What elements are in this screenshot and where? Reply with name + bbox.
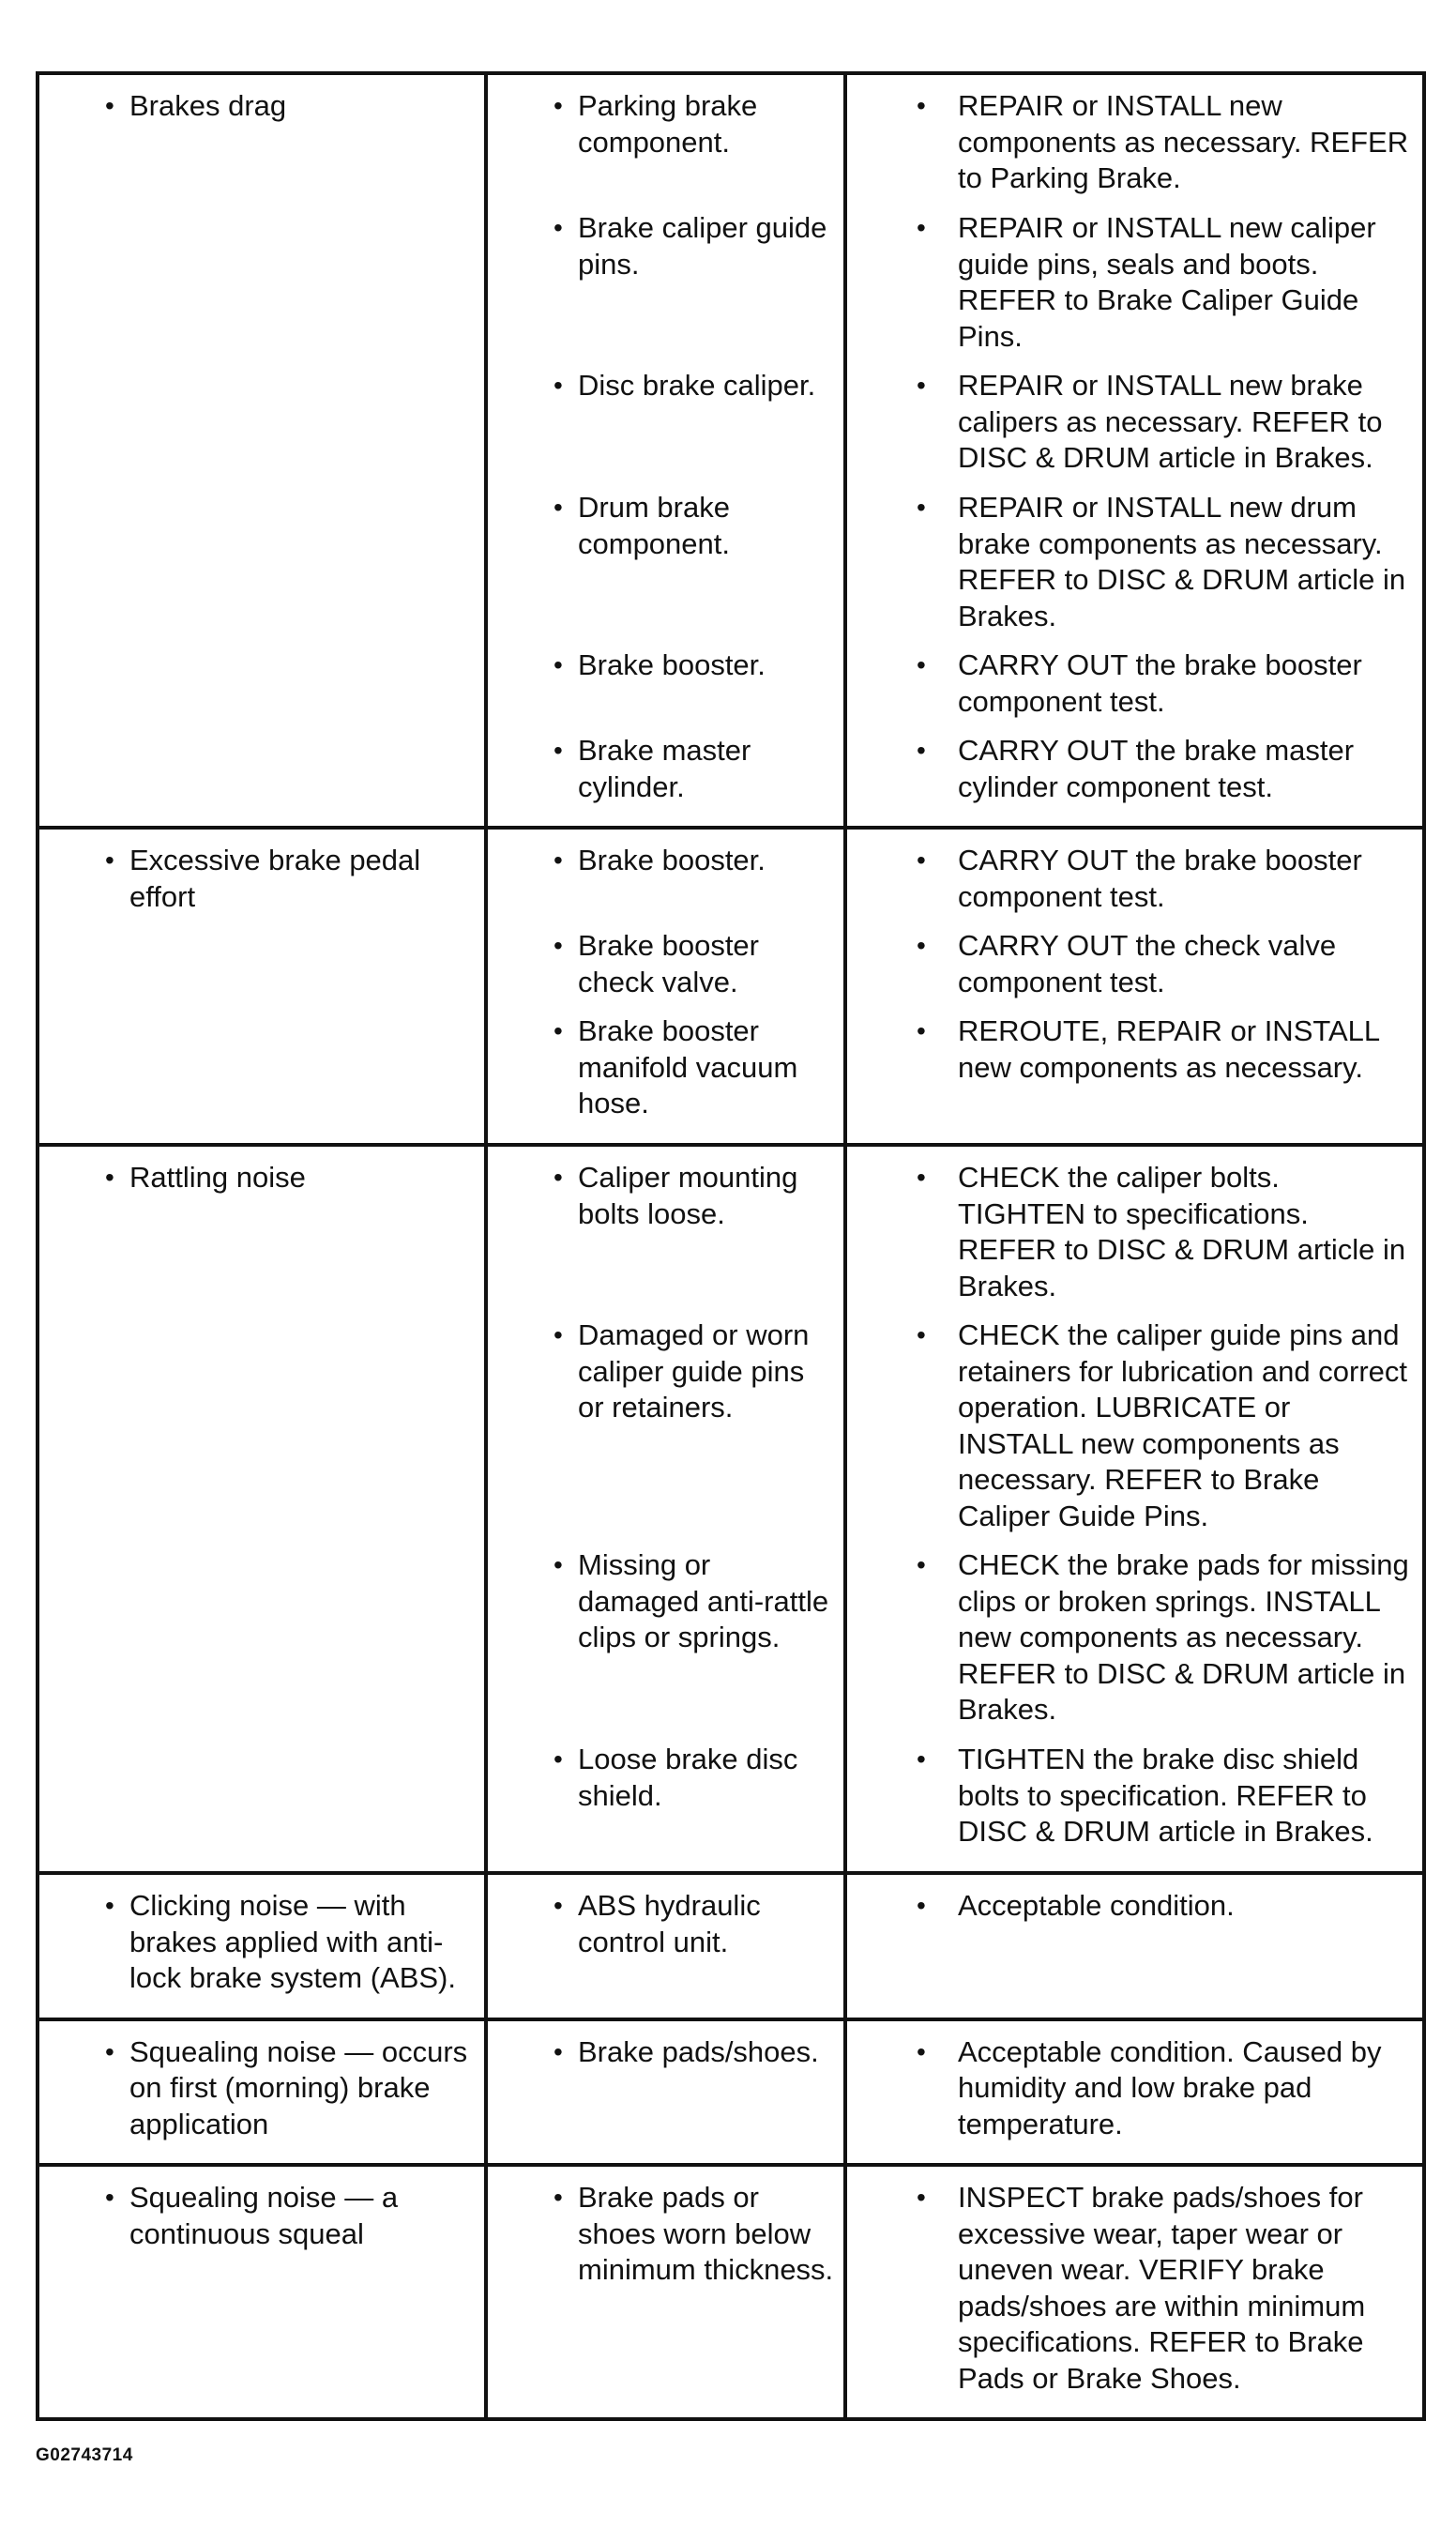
symptom-cell <box>38 828 486 1145</box>
cause-item: • Caliper mounting bolts loose. <box>497 1160 834 1304</box>
cause-cell <box>486 2165 845 2419</box>
cause-item: • Missing or damaged anti-rattle clips or springs. <box>497 1547 834 1728</box>
symptom-text: • Squealing noise — occurs on first (morning) brake application <box>49 2034 475 2143</box>
cause-item: • Drum brake component. <box>497 490 834 634</box>
symptom-text: • Clicking noise — with brakes applied with anti-lock brake system (ABS). <box>49 1888 475 1997</box>
cause-item: • Brake pads or shoes worn below minimum thickness. <box>497 2180 834 2289</box>
cause-cell <box>486 1145 845 1873</box>
symptom-cell <box>38 2165 486 2419</box>
action-item: • CARRY OUT the brake master cylinder component test. <box>857 733 1413 805</box>
action-cell <box>845 1145 1424 1873</box>
cause-item: • Brake caliper guide pins. <box>497 210 834 355</box>
action-cell <box>845 73 1424 828</box>
figure-id: G02743714 <box>36 2445 133 2465</box>
cause-item: • Damaged or worn caliper guide pins or retainers. <box>497 1317 834 1534</box>
action-item: • REPAIR or INSTALL new caliper guide pins, seals and boots. REFER to Brake Caliper Guide Pins. <box>857 210 1413 355</box>
cause-item: • Brake booster manifold vacuum hose. <box>497 1013 834 1122</box>
symptom-text: • Brakes drag <box>49 88 475 125</box>
action-cell <box>845 1873 1424 2019</box>
action-cell <box>845 828 1424 1145</box>
cause-item: • Loose brake disc shield. <box>497 1742 834 1850</box>
symptom-text: • Squealing noise — a continuous squeal <box>49 2180 475 2252</box>
symptom-cell <box>38 1145 486 1873</box>
action-item: • INSPECT brake pads/shoes for excessive wear, taper wear or uneven wear. VERIFY brake pads/shoes are within minimum specifications. REFER to Brake Pads or Brake Shoes. <box>857 2180 1413 2397</box>
action-item: • REPAIR or INSTALL new components as necessary. REFER to Parking Brake. <box>857 88 1413 197</box>
action-item: • CHECK the brake pads for missing clips or broken springs. INSTALL new components as necessary. REFER to DISC & DRUM article in Brakes. <box>857 1547 1413 1728</box>
table-row <box>38 2165 1424 2419</box>
action-item: • Acceptable condition. <box>857 1888 1413 1960</box>
cause-item: • Brake booster. <box>497 843 834 915</box>
action-item: • CARRY OUT the brake booster component test. <box>857 843 1413 915</box>
diagnosis-table-body <box>38 73 1424 2419</box>
cause-item: • Disc brake caliper. <box>497 368 834 477</box>
action-item: • Acceptable condition. Caused by humidity and low brake pad temperature. <box>857 2034 1413 2143</box>
action-item: • CARRY OUT the check valve component test. <box>857 928 1413 1000</box>
symptom-cell <box>38 2019 486 2166</box>
table-row <box>38 2019 1424 2166</box>
diagnosis-table <box>36 71 1426 2421</box>
action-item: • TIGHTEN the brake disc shield bolts to specification. REFER to DISC & DRUM article in Brakes. <box>857 1742 1413 1850</box>
action-item: • CARRY OUT the brake booster component test. <box>857 647 1413 720</box>
cause-item: • Brake master cylinder. <box>497 733 834 805</box>
cause-item: • Brake booster. <box>497 647 834 720</box>
symptom-cell <box>38 1873 486 2019</box>
cause-cell <box>486 2019 845 2166</box>
cause-item: • Brake pads/shoes. <box>497 2034 834 2107</box>
action-cell <box>845 2019 1424 2166</box>
cause-cell <box>486 1873 845 2019</box>
cause-item: • ABS hydraulic control unit. <box>497 1888 834 1960</box>
symptom-text: • Rattling noise <box>49 1160 475 1196</box>
action-item: • CHECK the caliper bolts. TIGHTEN to specifications. REFER to DISC & DRUM article in Brakes. <box>857 1160 1413 1304</box>
action-item: • CHECK the caliper guide pins and retainers for lubrication and correct operation. LUBRICATE or INSTALL new components as necessary. REFER to Brake Caliper Guide Pins. <box>857 1317 1413 1534</box>
cause-cell <box>486 73 845 828</box>
table-row <box>38 828 1424 1145</box>
table-row <box>38 1145 1424 1873</box>
action-item: • REPAIR or INSTALL new brake calipers as necessary. REFER to DISC & DRUM article in Brakes. <box>857 368 1413 477</box>
table-row <box>38 73 1424 828</box>
action-item: • REPAIR or INSTALL new drum brake components as necessary. REFER to DISC & DRUM article in Brakes. <box>857 490 1413 634</box>
symptom-text: • Excessive brake pedal effort <box>49 843 475 915</box>
action-item: • REROUTE, REPAIR or INSTALL new components as necessary. <box>857 1013 1413 1122</box>
symptom-cell <box>38 73 486 828</box>
cause-item: • Parking brake component. <box>497 88 834 197</box>
cause-item: • Brake booster check valve. <box>497 928 834 1000</box>
cause-cell <box>486 828 845 1145</box>
action-cell <box>845 2165 1424 2419</box>
table-row <box>38 1873 1424 2019</box>
